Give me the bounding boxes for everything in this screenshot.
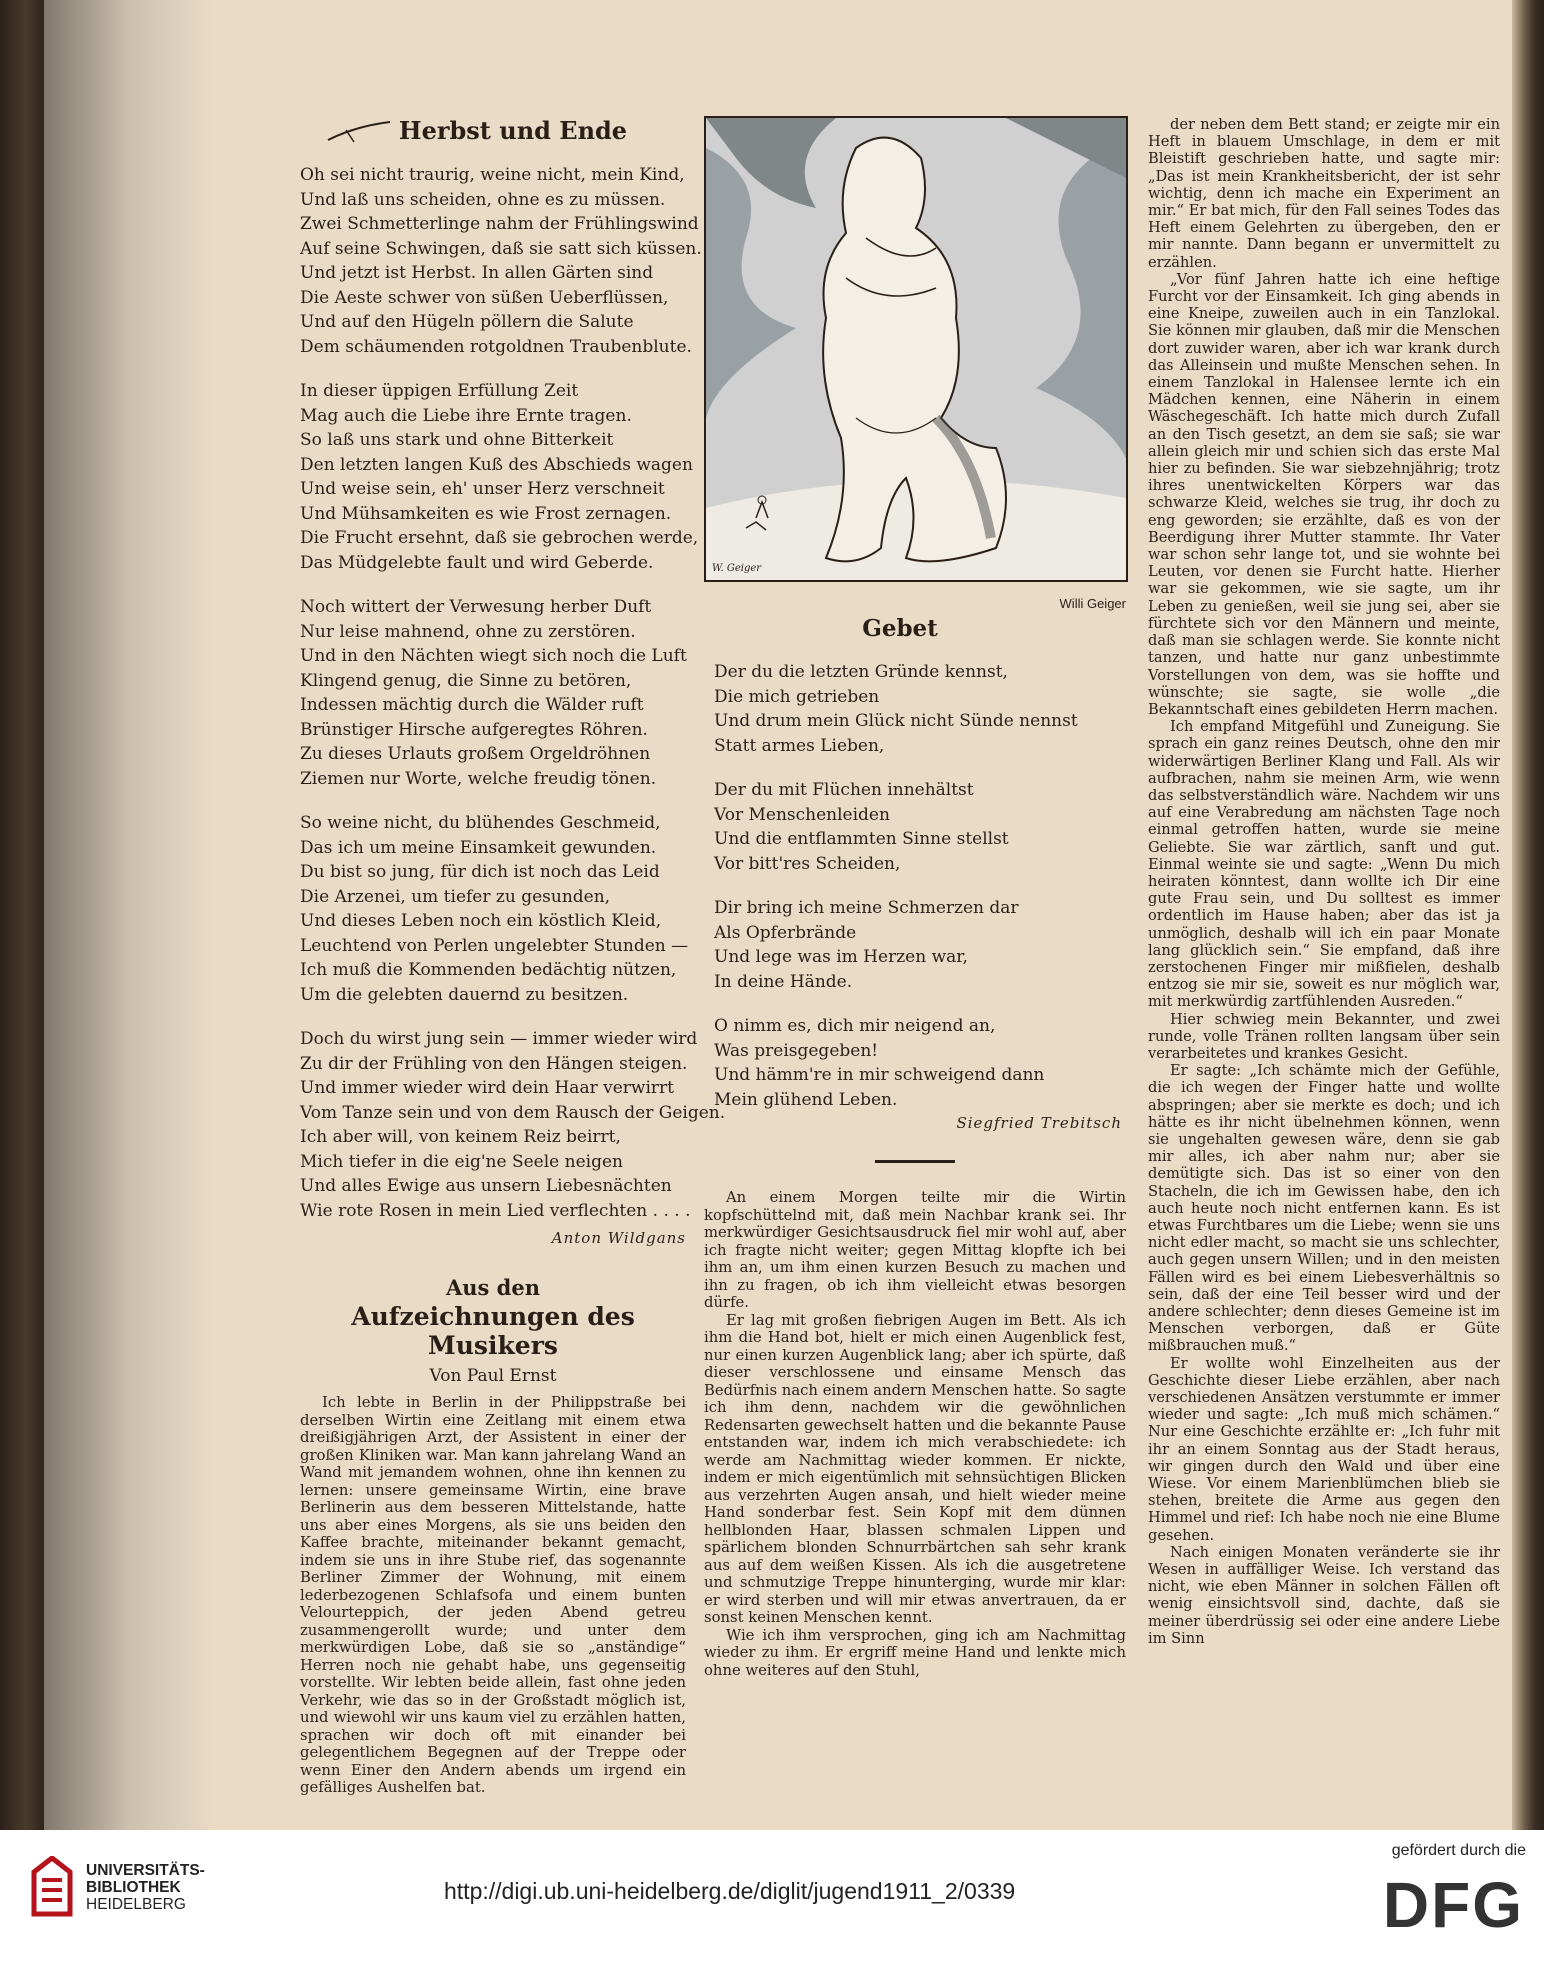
story-paragraph: Hier schwieg mein Bekannter, und zwei runde, volle Tränen rollten langsam über sein verarbeitetes und krankes Gesicht.: [1148, 1010, 1500, 1062]
poem-line: Und in den Nächten wiegt sich noch die Luft: [300, 646, 687, 666]
poem-stanza: [714, 896, 1126, 994]
poem-line: Als Opferbrände: [714, 922, 857, 943]
poem-line: Du bist so jung, für dich ist noch das Leid: [300, 862, 660, 882]
illustration-kneeling-figure: [706, 118, 1126, 580]
sponsor-text: gefördert durch die: [1391, 1842, 1526, 1859]
poem-line: Doch du wirst jung sein — immer wieder wird: [300, 1029, 698, 1049]
poem-line: Und die entflammten Sinne stellst: [714, 829, 1009, 849]
poem-line: Die Aeste schwer von süßen Ueberflüssen,: [300, 287, 669, 308]
story-paragraph: Ich lebte in Berlin in der Philippstraße bei derselben Wirtin eine Zeitlang mit einem etwa dreißigjährigen Arzt, der Assistent in einer der großen Kliniken war. Man kann jahrelang Wand an Wand mit jemandem wohnen, ohne ihn kennen zu lernen: unsere gemeinsame Wirtin, eine brave Berlinerin aus dem besseren Mittelstande, hatte uns aber eines Morgens, als sie uns beiden den Kaffee brachte, miteinander bekannt gemacht, indem sie uns in ihre Stube rief, das sogenannte Berliner Zimmer der Wohnung, mit einem lederbezogenen Schlafsofa und einem bunten Velourteppich, der jeden Abend getreu zusammengerollt wurde; und unter dem merkwürdigen Lobe, daß sie so „anständige“ Herren noch nie gehabt habe, uns gegenseitig vorstellte. Wir lebten beide allein, fast ohne jeden Verkehr, wie das so in der Großstadt möglich ist, und wiewohl wir uns kaum viel zu erzählen hatten, sprachen wir doch oft mit einander bei gelegentlichem Begegnen auf der Treppe oder wenn Einer den Andern abends um irgend ein gefälliges Aushelfen bat.: [300, 1394, 686, 1796]
poem2-author: Siegfried Trebitsch: [956, 1114, 1122, 1132]
poem-line: In dieser üppigen Erfüllung Zeit: [300, 381, 579, 401]
poem-line: Das Müdgelebte fault und wird Geberde.: [300, 552, 654, 573]
poem-stanza: [300, 163, 702, 359]
poem-line: Auf seine Schwingen, daß sie satt sich küssen.: [300, 238, 702, 259]
poem-line: Zu dieses Urlauts großem Orgeldröhnen: [300, 744, 651, 764]
poem-line: Die Arzenei, um tiefer zu gesunden,: [300, 886, 611, 907]
story-column-2: [704, 1189, 1126, 1679]
poem-line: Oh sei nicht traurig, weine nicht, mein Kind,: [300, 165, 685, 185]
poem-line: Und auf den Hügeln pöllern die Salute: [300, 312, 634, 332]
section-divider: [875, 1160, 955, 1163]
story-paragraph: Nach einigen Monaten veränderte sie ihr Wesen in auffälliger Weise. Ich verstand das nicht, wie eben Männer in solchen Fällen oft wenig einsichtsvoll sind, dachte, daß sie meiner überdrüssig sei oder eine andere Liebe im Sinn: [1148, 1543, 1500, 1647]
poem-line: Mich tiefer in die eig'ne Seele neigen: [300, 1151, 623, 1172]
story-paragraph: Wie ich ihm versprochen, ging ich am Nachmittag wieder zu ihm. Er ergriff meine Hand und lenkte mich ohne weiteres auf den Stuhl,: [704, 1626, 1126, 1679]
poem-stanza: [300, 1027, 726, 1223]
illustration-credit: Willi Geiger: [1059, 596, 1126, 611]
poem1-title: Herbst und Ende: [398, 116, 628, 145]
story-column-3: [1148, 116, 1500, 1647]
poem-line: Vor Menschenleiden: [714, 804, 890, 825]
poem-line: Und jetzt ist Herbst. In allen Gärten sind: [300, 263, 654, 283]
poem-line: Zwei Schmetterlinge nahm der Frühlingswind: [300, 214, 699, 234]
poem-line: Um die gelebten dauernd zu besitzen.: [300, 984, 629, 1005]
poem-line: Mein glühend Leben.: [714, 1089, 898, 1110]
story-paragraph: Er wollte wohl Einzelheiten aus der Geschichte dieser Liebe erzählen, aber nach verschiedenen Ansätzen verstummte er immer wieder und sagte: „Ich muß mich schämen.“ Nur eine Geschichte erzählte er: „Ich fuhr mit ihr an einem Sonntag aus der Stadt heraus, wir gingen durch den Wald und über eine Wiese. Vor einem Marienblümchen blieb sie stehen, breitete die Arme aus gegen den Himmel und rief: Ich habe noch nie eine Blume gesehen.: [1148, 1354, 1500, 1544]
library-name-line1: UNIVERSITÄTS-: [86, 1861, 205, 1879]
story-paragraph: „Vor fünf Jahren hatte ich eine heftige Furcht vor der Einsamkeit. Ich ging abends in eine Kneipe, zuweilen auch in ein Tanzlokal. Sie können mir glauben, daß mir die Menschen dort zuwider waren, aber ich war krank durch das Alleinsein und mußte Menschen sehen. In einem Tanzlokal in Halensee lernte ich ein Mädchen kennen, eine Näherin in einem Wäschegeschäft. Ich hatte mich durch Zufall an den Tisch gesetzt, an dem sie saß; sie war allein gleich mir und schien sich das erste Mal hier zu befinden. Sie war siebzehnjährig; trotz ihres unentwickelten Körpers war das schwarze Kleid, welches sie trug, ihr doch zu eng geworden; sie erzählte, daß es von der Beerdigung ihrer Mutter stammte. Ihr Vater war schon sehr lange tot, und sie wohnte bei Leuten, vor denen sie Furcht hatte. Hierher war sie gekommen, wie sie sagte, um ihr Leben zu genießen, weil sie jung sei, aber sie fürchtete sich vor den Männern und meinte, daß man sie schlagen werde. Sie konnte nicht tanzen, und hatte nur ganz unbestimmte Vorstellungen von dem, was sie hoffte und wünschte; sie sagte, sie wolle „die Bekanntschaft eines gebildeten Herrn machen.: [1148, 270, 1500, 718]
library-mark-icon: [30, 1856, 74, 1918]
poem-line: Leuchtend von Perlen ungelebter Stunden —: [300, 935, 689, 956]
poem-stanza: [714, 660, 1126, 758]
footer-bar: [0, 1830, 1544, 1961]
poem-line: Und weise sein, eh' unser Herz verschneit: [300, 479, 665, 499]
poem-line: Brünstiger Hirsche aufgeregtes Röhren.: [300, 719, 648, 740]
poem2-body: [704, 660, 1126, 1112]
story-title-line1: Aus den: [445, 1275, 540, 1300]
story-paragraph: An einem Morgen teilte mir die Wirtin kopfschüttelnd mit, daß mein Nachbar krank sei. Ihr merkwürdiger Gesichtsausdruck fiel mir wohl auf, aber ich fragte nicht weiter; gegen Mittag klopfte ich bei ihm an, um ihm einen kurzen Besuch zu machen und ihn zu fragen, ob ich ihm vielleicht etwas besorgen dürfe.: [704, 1189, 1126, 1311]
illustration-signature: W. Geiger: [712, 563, 762, 574]
poem-line: Dem schäumenden rotgoldnen Traubenblute.: [300, 336, 692, 357]
poem-line: Wie rote Rosen in mein Lied verflechten . . . .: [300, 1200, 691, 1221]
poem-line: Vom Tanze sein und von dem Rausch der Geigen.: [300, 1102, 726, 1123]
dfg-logo[interactable]: DFG: [1382, 1869, 1524, 1941]
story-paragraph: Er sagte: „Ich schämte mich der Gefühle, die ich wegen der Finger hatte und wollte abspringen; aber sie merkte es doch; und ich hätte es ihr nicht übelnehmen können, wenn sie ungehalten gewesen wäre, denn sie gab mir alles, ich aber nahm nur; aber sie demütigte sich. Das ist so einer von den Stacheln, die ich im Gewissen habe, den ich auch heute noch nicht entfernen kann. Es ist etwas Furchtbares um die Liebe; wenn sie uns nicht edler macht, so macht sie uns schlechter, auch gegen unsern Willen; und in den meisten Fällen wird es bei einem Liebesverhältnis so sein, daß der eine Teil besser wird und der andere schlechter; denn dieses Gemeine ist im Menschen verborgen, daß er Güte mißbrauchen muß.“: [1148, 1062, 1500, 1355]
poem-line: Und drum mein Glück nicht Sünde nennst: [714, 711, 1078, 731]
poem1-author: Anton Wildgans: [551, 1229, 686, 1247]
poem-stanza: [714, 1014, 1126, 1112]
page-edge: [1512, 0, 1544, 1830]
story-column-1: [300, 1394, 686, 1797]
library-name-line2: BIBLIOTHEK: [86, 1878, 181, 1896]
poem-line: Ich muß die Kommenden bedächtig nützen,: [300, 960, 677, 980]
illustration-frame: [704, 116, 1128, 582]
poem-line: Das ich um meine Einsamkeit gewunden.: [300, 837, 657, 858]
poem-line: Und laß uns scheiden, ohne es zu müssen.: [300, 189, 666, 210]
poem-line: Den letzten langen Kuß des Abschieds wagen: [300, 454, 693, 475]
poem-line: O nimm es, dich mir neigend an,: [714, 1016, 996, 1036]
poem-line: Klingend genug, die Sinne zu betören,: [300, 670, 632, 691]
book-spine: [0, 0, 44, 1830]
poem-line: Die Frucht ersehnt, daß sie gebrochen werde,: [300, 528, 699, 548]
poem-line: Noch wittert der Verwesung herber Duft: [300, 597, 652, 617]
poem-line: Dir bring ich meine Schmerzen dar: [714, 898, 1019, 918]
poem-stanza: [300, 595, 686, 791]
poem-line: Vor bitt'res Scheiden,: [714, 853, 901, 874]
source-url[interactable]: http://digi.ub.uni-heidelberg.de/diglit/jugend1911_2/0339: [444, 1878, 1016, 1904]
poem-line: Ziemen nur Worte, welche freudig tönen.: [300, 768, 657, 789]
poem-stanza: [300, 811, 689, 1007]
story-paragraph: Er lag mit großen fiebrigen Augen im Bett. Als ich ihm die Hand bot, hielt er mich einen Augenblick fest, nur einen kurzen Augenblick lang; aber ich spürte, daß dieser verschlossene und einsame Mensch das Bedürfnis nach einem andern Menschen hatte. So sagte ich ihm denn, nachdem wir die gewöhnlichen Redensarten gewechselt hatten und die bekannte Pause entstanden war, indem ich mich verabschiedete: ich werde am Nachmittag wieder kommen. Er nickte, indem er mich eigentümlich mit sehnsüchtigen Blicken aus verzehrten Augen ansah, und hielt wieder meine Hand sonderbar fest. Sein Kopf mit dem dünnen hellblonden Haar, blassen schmalen Lippen und spärlichem blonden Schnurrbärtchen sah sehr krank aus auf dem weißen Kissen. Als ich die ausgetretene und schmutzige Treppe hinunterging, wurde mir klar: er wird sterben und will mir etwas anvertrauen, da er sonst keinen Menschen kennt.: [704, 1311, 1126, 1626]
story-byline: Von Paul Ernst: [429, 1366, 557, 1386]
poem-line: Und immer wieder wird dein Haar verwirrt: [300, 1078, 674, 1098]
poem-line: Und dieses Leben noch ein köstlich Kleid,: [300, 911, 662, 931]
poem1-body: [300, 163, 726, 1223]
column-middle: [704, 116, 1126, 1679]
poem2-title: Gebet: [862, 615, 938, 642]
poem-line: Nur leise mahnend, ohne zu zerstören.: [300, 621, 636, 642]
poem-line: So weine nicht, du blühendes Geschmeid,: [300, 813, 661, 833]
poem-stanza: [300, 379, 699, 575]
poem-line: Und Mühsamkeiten es wie Frost zernagen.: [300, 503, 672, 524]
poem1-heading: [300, 116, 686, 145]
poem-line: Zu dir der Frühling von den Hängen steigen.: [300, 1053, 688, 1074]
poem-line: Statt armes Lieben,: [714, 735, 885, 756]
poem-line: So laß uns stark und ohne Bitterkeit: [300, 430, 614, 450]
story-paragraph: Ich empfand Mitgefühl und Zuneigung. Sie sprach ein ganz reines Deutsch, ohne den mir widerwärtigen Berliner Klang und Fall. Als wir aufbrachen, nahm sie meinen Arm, wie wenn das selbstverständlich wäre. Nachdem wir uns auf eine Verabredung am nächsten Tage noch einmal getroffen hatten, wurde sie meine Geliebte. Sie war zärtlich, sanft und gut. Einmal weinte sie und sagte: „Wenn Du mich heiraten könntest, dann wollte ich Dir eine gute Frau sein, und Du solltest es immer ordentlich im Hause haben; aber das ist ja unmöglich, deshalb will ich ein paar Monate lang glücklich sein.“ Sie empfand, daß ihre zerstochenen Finger mir mißfielen, deshalb entzog sie mir sie, soweit es nur möglich war, mit merkwürdig zartfühlenden Ausreden.“: [1148, 718, 1500, 1011]
library-name-line3: HEIDELBERG: [86, 1895, 186, 1913]
poem-line: Und hämm're in mir schweigend dann: [714, 1065, 1045, 1085]
pen-stroke-icon: [326, 118, 392, 144]
poem-line: Und alles Ewige aus unsern Liebesnächten: [300, 1176, 672, 1196]
poem-line: Ich aber will, von keinem Reiz beirrt,: [300, 1127, 621, 1147]
poem-line: Die mich getrieben: [714, 686, 880, 707]
poem-line: In deine Hände.: [714, 971, 853, 992]
poem-line: Der du die letzten Gründe kennst,: [714, 662, 1008, 682]
column-left: [300, 116, 726, 1797]
poem-line: Was preisgegeben!: [714, 1040, 879, 1061]
story-paragraph: der neben dem Bett stand; er zeigte mir ein Heft in blauem Umschlage, in dem er mit Bleistift geschrieben hatte, und sagte mir: „Das ist mein Krankheitsbericht, der ist sehr wichtig, denn ich mache ein Experiment an mir.“ Er bat mich, für den Fall seines Todes das Heft einem Gelehrten zu übergeben, den er mir nannte. Dann begann er unvermittelt zu erzählen.: [1148, 116, 1500, 271]
poem-line: Und lege was im Herzen war,: [714, 947, 968, 967]
column-right: [1148, 116, 1500, 1647]
story-title-line2: Aufzeichnungen des Musikers: [351, 1302, 635, 1360]
poem-line: Der du mit Flüchen innehältst: [714, 780, 974, 800]
library-logo[interactable]: [30, 1856, 205, 1918]
poem-line: Mag auch die Liebe ihre Ernte tragen.: [300, 405, 632, 426]
poem-stanza: [714, 778, 1126, 876]
poem-line: Indessen mächtig durch die Wälder ruft: [300, 695, 644, 715]
